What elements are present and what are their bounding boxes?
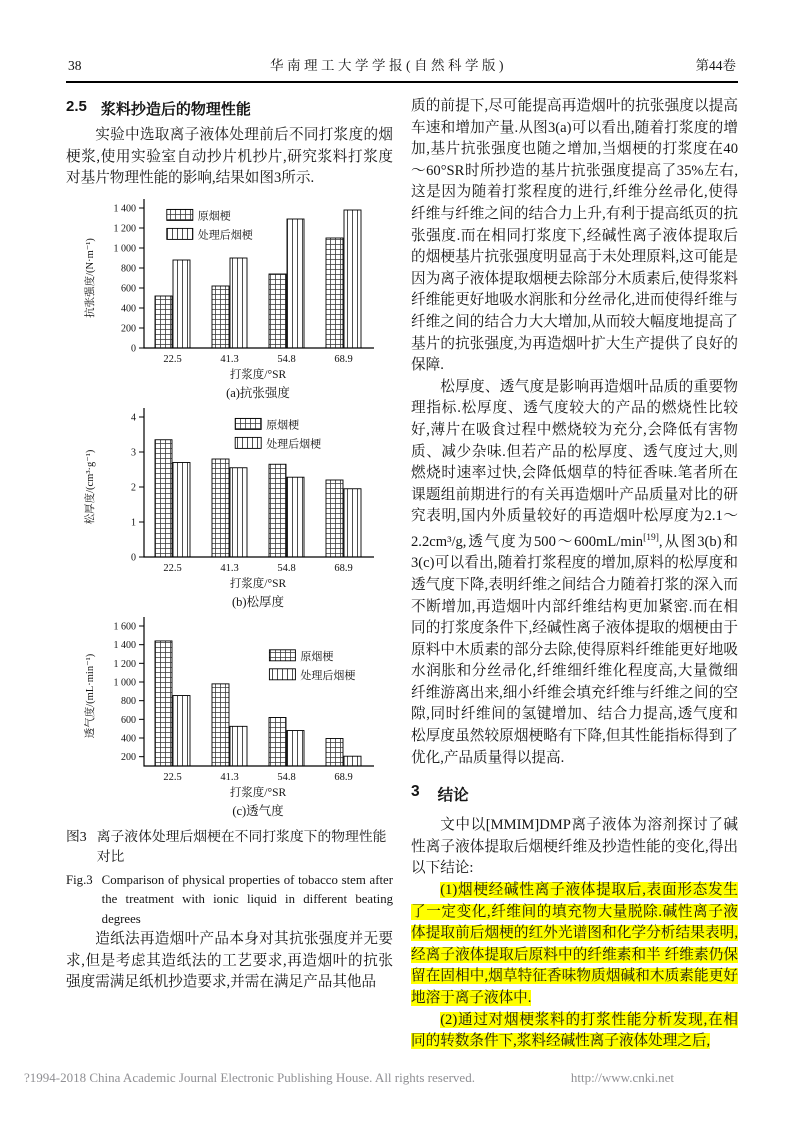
- svg-text:处理后烟梗: 处理后烟梗: [299, 669, 355, 682]
- svg-text:1 400: 1 400: [113, 203, 136, 215]
- svg-text:41.3: 41.3: [219, 562, 239, 574]
- svg-text:打浆度/°SR: 打浆度/°SR: [229, 368, 286, 381]
- svg-text:4: 4: [130, 412, 136, 424]
- two-column-body: [66, 96, 738, 1053]
- right-column: [411, 96, 738, 1053]
- figure-3: [66, 194, 393, 821]
- paragraph-continuation: 质的前提下,尽可能提高再造烟叶的抗张强度以提高车速和增加产量.从图3(a)可以看出,随着打浆度的增加,基片抗张强度也随之增加,当烟梗的打浆度在40～60°SR时所抄造的基片抗张强度提高了35%左右,这是因为随着打浆程度的进行,纤维分丝帚化,使得纤维与纤维之间的结合力上升,有利于提高纸页的抗张强度.而在相同打浆度下,经碱性离子液体提取后的烟梗基片抗张强度明显高于未处理原料,这可能是因为离子液体提取烟梗去除部分木质素后,使得浆料纤维能更好地吸水润胀和分丝帚化,进而使得纤维与纤维之间的结合力大大增加,从而较大幅度地提高了基片的抗张强度,为再造烟叶扩大生产提供了良好的保障.: [411, 98, 738, 374]
- paragraph-left-bottom: 造纸法再造烟叶产品本身对其抗张强度并无要求,但是考虑其造纸法的工艺要求,再造烟叶的抗张强度需满足纸机抄造要求,并需在满足产品其他品: [66, 931, 393, 991]
- copyright-text: ?1994-2018 China Academic Journal Electronic Publishing House. All rights reserved.: [24, 1070, 475, 1085]
- highlighted-text-1: (1)烟梗经碱性离子液体提取后,表面形态发生了一定变化,纤维间的填充物大量脱除.碱性离子液体提取前后烟梗的红外光谱图和化学分析结果表明,经离子液体提取后原料中的纤维素和半 纤维素仍保留在固相中,烟草特征香味物质烟碱和木质素能更好地溶于离子液体中.: [411, 882, 738, 1007]
- figure-caption-text-cn: 离子液体处理后烟梗在不同打浆度下的物理性能对比: [96, 828, 387, 865]
- svg-text:600: 600: [120, 714, 136, 726]
- svg-text:3: 3: [130, 447, 136, 459]
- paragraph-conclusion-2: [411, 1010, 738, 1053]
- paragraph-conclusion-1: [411, 880, 738, 1010]
- svg-text:(b)松厚度: (b)松厚度: [231, 594, 284, 609]
- left-column: [66, 96, 393, 1053]
- svg-text:400: 400: [120, 733, 136, 745]
- paragraph-conclusion-intro: 文中以[MMIM]DMP离子液体为溶剂探讨了碱性离子液体提取后烟梗纤维及抄造性能的变化,得出以下结论:: [411, 817, 738, 877]
- svg-text:处理后烟梗: 处理后烟梗: [265, 438, 321, 451]
- cnki-url[interactable]: http://www.cnki.net: [570, 1070, 674, 1085]
- svg-text:1: 1: [130, 517, 136, 529]
- figure-caption-cn: [66, 827, 393, 868]
- running-header: [66, 54, 738, 83]
- svg-text:200: 200: [120, 751, 136, 763]
- svg-text:68.9: 68.9: [333, 771, 353, 783]
- section-heading-2-5: [66, 98, 393, 119]
- section3-number: 3: [411, 783, 420, 801]
- svg-text:2: 2: [130, 482, 136, 494]
- svg-text:(a)抗张强度: (a)抗张强度: [225, 385, 290, 400]
- svg-text:原烟梗: 原烟梗: [197, 210, 231, 223]
- svg-text:68.9: 68.9: [333, 353, 353, 365]
- svg-text:0: 0: [130, 343, 136, 355]
- figure-label-cn: 图3: [66, 828, 87, 844]
- paragraph-bulk-part1: 松厚度、透气度是影响再造烟叶品质的重要物理指标.松厚度、透气度较大的产品的燃烧性比较好,薄片在吸食过程中燃烧较为充分,会降低有害物质、减少杂味.但若产品的松厚度、透气度过大,则燃烧时速率过快,会降低烟草的特征香味.笔者所在课题组前期进行的有关再造烟叶产品质量对比的研究表明,国内外质量较好的再造烟叶松厚度为2.1～2.2cm³/g,透气度为500～600mL/min: [411, 378, 738, 550]
- chart-air-permeability: [80, 612, 380, 821]
- svg-text:1 200: 1 200: [113, 658, 136, 670]
- highlighted-text-2: (2)通过对烟梗浆料的打浆性能分析发现,在相同的转数条件下,浆料经碱性离子液体处理之后,: [411, 1011, 738, 1050]
- section3-title: 结论: [437, 787, 469, 805]
- section-number: 2.5: [66, 98, 87, 115]
- svg-text:1 200: 1 200: [113, 223, 136, 235]
- svg-text:1 400: 1 400: [113, 639, 136, 651]
- svg-text:54.8: 54.8: [276, 562, 296, 574]
- svg-text:透气度/(mL·min⁻¹): 透气度/(mL·min⁻¹): [84, 653, 96, 739]
- svg-text:22.5: 22.5: [162, 562, 182, 574]
- paragraph-bulk-permeability: [411, 377, 738, 770]
- figure-caption-text-en: Comparison of physical properties of tobacco stem after the treatment with ionic liquid in different beating degrees: [101, 872, 393, 926]
- svg-text:800: 800: [120, 695, 136, 707]
- svg-text:松厚度/(cm³·g⁻¹): 松厚度/(cm³·g⁻¹): [84, 449, 96, 525]
- volume-label: 第44卷: [695, 58, 736, 73]
- svg-text:打浆度/°SR: 打浆度/°SR: [229, 786, 286, 799]
- svg-text:41.3: 41.3: [219, 353, 239, 365]
- svg-text:1 000: 1 000: [113, 677, 136, 689]
- svg-text:54.8: 54.8: [276, 771, 296, 783]
- svg-text:1 000: 1 000: [113, 243, 136, 255]
- journal-title: 华南理工大学学报(自然科学版): [270, 58, 507, 73]
- svg-text:0: 0: [130, 552, 136, 564]
- svg-text:22.5: 22.5: [162, 771, 182, 783]
- page-number: 38: [68, 58, 82, 73]
- chart-tensile-strength: [80, 194, 380, 403]
- svg-text:原烟梗: 原烟梗: [265, 419, 299, 432]
- svg-text:800: 800: [120, 263, 136, 275]
- svg-text:(c)透气度: (c)透气度: [231, 803, 284, 818]
- figure-label-en: Fig.3: [66, 872, 93, 887]
- svg-text:抗张强度/(N·m⁻¹): 抗张强度/(N·m⁻¹): [84, 237, 96, 318]
- svg-text:600: 600: [120, 283, 136, 295]
- svg-text:1 600: 1 600: [113, 621, 136, 633]
- svg-text:41.3: 41.3: [219, 771, 239, 783]
- svg-text:打浆度/°SR: 打浆度/°SR: [229, 577, 286, 590]
- figure-caption: [66, 827, 393, 930]
- paragraph-intro: 实验中选取离子液体处理前后不同打浆度的烟梗浆,使用实验室自动抄片机抄片,研究浆料打浆度对基片物理性能的影响,结果如图3所示.: [66, 127, 393, 187]
- cnki-footer: [24, 1070, 674, 1086]
- svg-text:400: 400: [120, 303, 136, 315]
- svg-text:200: 200: [120, 323, 136, 335]
- citation-19: [19]: [643, 532, 659, 543]
- svg-text:22.5: 22.5: [162, 353, 182, 365]
- section-heading-3: [411, 783, 738, 805]
- svg-text:原烟梗: 原烟梗: [299, 650, 333, 663]
- figure-caption-en: [66, 871, 393, 930]
- page-content: [66, 54, 738, 1053]
- svg-text:68.9: 68.9: [333, 562, 353, 574]
- section-title: 浆料抄造后的物理性能: [100, 101, 251, 118]
- chart-bulk: [80, 403, 380, 612]
- svg-text:54.8: 54.8: [276, 353, 296, 365]
- svg-text:处理后烟梗: 处理后烟梗: [197, 229, 253, 242]
- paragraph-bulk-part2: ,从图3(b)和3(c)可以看出,随着打浆程度的增加,原料的松厚度和透气度下降,表明纤维之间结合力随着打浆的深入而不断增加,再造烟叶内部纤维结构更加紧密.而在相同的打浆度条件下,经碱性离子液体提取的烟梗由于原料中木质素的部分去除,使得原料纤维能更好地吸水润胀和分丝帚化,纤维细纤维化程度高,大量微细纤维游离出来,细小纤维会填充纤维与纤维之间的空隙,同时纤维间的氢键增加、结合力提高,透气度和松厚度虽然较原烟梗略有下降,但其性能指标得到了优化,产品质量得以提高.: [411, 533, 738, 766]
